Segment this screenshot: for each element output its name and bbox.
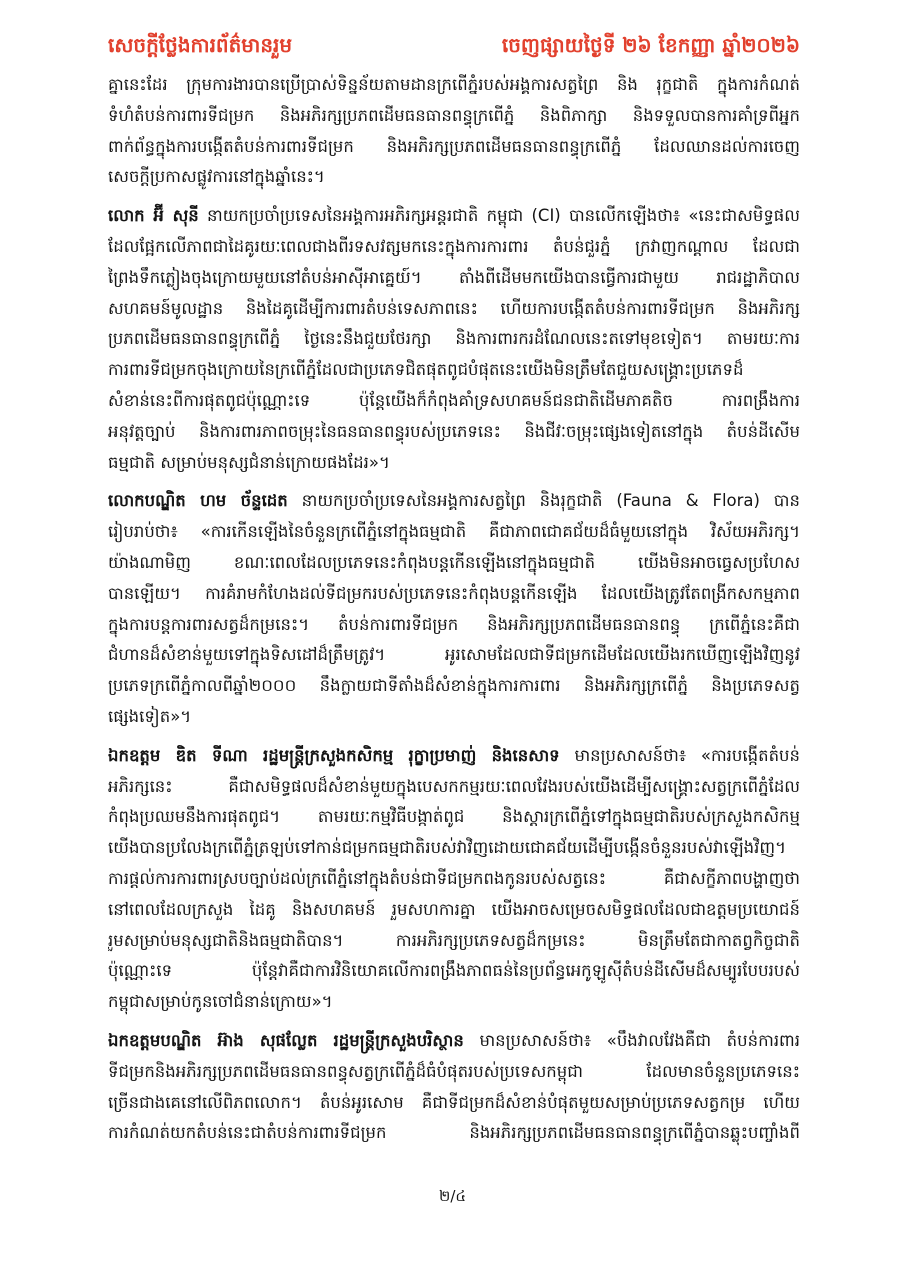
line-text: សហគមន៍មូលដ្ឋាន និងដៃគូដើម្បីការពារតំបន់ទេសភាពនេះ ហើយការបង្កើតតំបន់ការពារទីជម្រក និងអភិរក្ស [108, 298, 800, 318]
text-line [108, 987, 800, 1018]
line-text: អនុវត្តច្បាប់ និងការពារភាពចម្រុះនៃធនធានពន្ធុរបស់ប្រភេទនេះ និងជីវៈចម្រុះផ្សេងទៀតនៅក្នុង តំបន់ដីសើម [108, 421, 800, 441]
line-text: រួមសម្រាប់មនុស្សជាតិនិងធម្មជាតិបាន។ ការអភិរក្សប្រភេទសត្វដ៏កម្រនេះ មិនត្រឹមតែជាកាតព្វកិច្ចជាតិ [108, 930, 800, 950]
text-line [108, 1118, 800, 1149]
text-line [108, 101, 800, 132]
text-line [108, 671, 800, 702]
text-line [108, 895, 800, 926]
line-text: ការផ្ដល់ការការពារស្របច្បាប់ដល់ក្រពើភ្នំនៅក្នុងតំបន់ជាទីជម្រកពងកូនរបស់សត្វនេះ គឺជាសក្ខីភាពបង្ហាញថា [108, 868, 800, 888]
text-line [108, 926, 800, 957]
text-line [108, 132, 800, 163]
line-text: នៅពេលដែលក្រសួង ដៃគូ និងសហគមន៍ រួមសហការគ្នា យើងអាចសម្រេចសមិទ្ធផលដែលជាឧត្តមប្រយោជន៍ [108, 899, 800, 919]
text-line [108, 1026, 800, 1057]
line-text: គ្នានេះដែរ ក្រុមការងារបានប្រើប្រាស់ទិន្នន័យតាមដានក្រពើភ្នំរបស់អង្គការសត្វព្រៃ និង រុក្ខជាតិ ក្នុងការកំណត់ [108, 75, 800, 94]
text-line [108, 1057, 800, 1088]
text-line [108, 386, 800, 417]
line-text: សំខាន់នេះពីការផុតពូជប៉ុណ្ណោះទេ ប៉ុន្តែយើងក៏កំពុងគាំទ្រសហគមន៍ជនជាតិដើមភាគតិច ការពង្រឹងការ [108, 390, 800, 410]
line-text: ច្រើនជាងគេនៅលើពិភពលោក។ តំបន់អូរសោម គឺជាទីជម្រកដ៏សំខាន់បំផុតមួយសម្រាប់ប្រភេទសត្វកម្រ ហើយ [108, 1092, 800, 1112]
line-text: ពាក់ព័ន្ធក្នុងការបង្កើតតំបន់ការពារទីជម្រក និងអភិរក្សប្រភពដើមធនធានពន្ធុក្រពើភ្នំ ដែលឈានដល់ការចេញ [108, 136, 800, 156]
line-text: ទីជម្រកនិងអភិរក្សប្រភពដើមធនធានពន្ធុសត្វក្រពើភ្នំដ៏ធំបំផុតរបស់ប្រទេសកម្ពុជា ដែលមានចំនួនប្រភេទនេះ [108, 1061, 800, 1081]
text-line [108, 486, 800, 517]
text-line [108, 802, 800, 833]
line-text: ប្រភេទក្រពើភ្នំកាលពីឆ្នាំ២០០០ នឹងក្លាយជាទីតាំងដ៏សំខាន់ក្នុងការការពារ និងអភិរក្សក្រពើភ្នំ និងប្រភេទសត្វ [108, 676, 800, 696]
line-text: ក្នុងការបន្តការពារសត្វដ៏កម្រនេះ។ តំបន់ការពារទីជម្រក និងអភិរក្សប្រភពដើមធនធានពន្ធុ ក្រពើភ្នំនេះគឺជា [108, 614, 800, 634]
line-text: យ៉ាងណាមិញ ខណៈពេលដែលប្រភេទនេះកំពុងបន្តកើនឡើងនៅក្នុងធម្មជាតិ យើងមិនអាចធ្វេសប្រហែស [108, 552, 800, 572]
speaker-name: លោក អ៊ី សុនី [108, 206, 199, 226]
document-body [108, 70, 800, 1180]
line-text: ទំហំតំបន់ការពារទីជម្រក និងអភិរក្សប្រភពដើមធនធានពន្ធុក្រពើភ្នំ និងពិភាក្សា និងទទួលបានការគាំទ្រពីអ្នក [108, 105, 800, 125]
text-line [108, 201, 800, 232]
speaker-name: លោកបណ្ឌិត ហម ច័ន្ទដេត [108, 491, 288, 511]
line-text: ជំហានដ៏សំខាន់មួយទៅក្នុងទិសដៅដ៏ត្រឹមត្រូវ។ អូរសោមដែលជាទីជម្រកដើមដែលយើងរកឃើញឡើងវិញនូវ [108, 645, 800, 665]
line-text: សេចក្ដីប្រកាសផ្លូវការនៅក្នុងឆ្នាំនេះ។ [108, 167, 325, 187]
line-text: ធម្មជាតិ សម្រាប់មនុស្សជំនាន់ក្រោយផងដែរ»។ [108, 452, 390, 472]
text-line [108, 956, 800, 987]
line-text: ព្រៃងទឹកភ្លៀងចុងក្រោយមួយនៅតំបន់អាស៊ីអាគ្នេយ៍។ តាំងពីដើមមកយើងបានធ្វើការជាមួយ រាជរដ្ឋាភិបាល [108, 267, 800, 287]
text-line [108, 263, 800, 294]
text-line [108, 741, 800, 772]
page-header [108, 28, 800, 62]
line-text: នាយកប្រចាំប្រទេសនៃអង្គការសត្វព្រៃ និងរុក្ខជាតិ (Fauna & Flora) បាន [301, 491, 800, 511]
text-line [108, 610, 800, 641]
line-text: កម្ពុជាសម្រាប់កូនចៅជំនាន់ក្រោយ»។ [108, 992, 333, 1012]
line-text: ការពារទីជម្រកចុងក្រោយនៃក្រពើភ្នំដែលជាប្រភេទជិតផុតពូជបំផុតនេះយើងមិនត្រឹមតែជួយសង្គ្រោះប្រភេទដ៏ [108, 360, 744, 380]
text-line [108, 417, 800, 448]
paragraph [108, 70, 800, 193]
text-line [108, 579, 800, 610]
line-text: យើងបានប្រលែងក្រពើភ្នំត្រឡប់ទៅកាន់ជម្រកធម្មជាតិរបស់វាវិញដោយជោគជ័យដើម្បីបង្កើនចំនួនរបស់វាឡើងវិញ។ [108, 838, 786, 858]
line-text: ដែលផ្អែកលើភាពជាដៃគូរយៈពេលជាងពីរទសវត្សមកនេះក្នុងការការពារ តំបន់ជួរភ្នំ ក្រវាញកណ្ដាល ដែលជា [108, 236, 800, 256]
text-line [108, 517, 800, 548]
text-line [108, 772, 800, 803]
speaker-name: ឯកឧត្តម ឌិត ទីណា រដ្ឋមន្ត្រីក្រសួងកសិកម្ម រុក្ខាប្រមាញ់ និងនេសាទ [108, 745, 560, 765]
line-text: កំពុងប្រឈមនឹងការផុតពូជ។ តាមរយៈកម្មវិធីបង្កាត់ពូជ និងស្តារក្រពើភ្នំទៅក្នុងធម្មជាតិរបស់ក្រសួងកសិកម្ម [108, 807, 800, 827]
line-text: ការកំណត់យកតំបន់នេះជាតំបន់ការពារទីជម្រក និងអភិរក្សប្រភពដើមធនធានពន្ធុក្រពើភ្នំបានឆ្លុះបញ្ចាំងពី [108, 1123, 800, 1143]
text-line [108, 640, 800, 671]
text-line [108, 355, 800, 386]
text-line [108, 548, 800, 579]
text-line [108, 294, 800, 325]
line-text: ផ្សេងទៀត»។ [108, 706, 192, 726]
text-line [108, 324, 800, 355]
paragraph [108, 1026, 800, 1149]
paragraph [108, 201, 800, 478]
text-line [108, 864, 800, 895]
text-line [108, 162, 800, 193]
text-line [108, 833, 800, 864]
text-line [108, 448, 800, 479]
text-line [108, 1088, 800, 1119]
line-text: អភិរក្សនេះ គឺជាសមិទ្ធផលដ៏សំខាន់មួយក្នុងបេសកកម្មរយៈពេលវែងរបស់យើងដើម្បីសង្គ្រោះសត្វក្រពើភ្នំដែល [108, 776, 800, 796]
document-title: សេចក្ដីថ្លែងការព័ត៌មានរួម [108, 33, 293, 57]
page-number: ២/៤ [438, 1187, 467, 1205]
paragraph [108, 741, 800, 1018]
speaker-name: ឯកឧត្តមបណ្ឌិត អ៊ាង សុផល្លែត រដ្ឋមន្ត្រីក្រសួងបរិស្ថាន [108, 1030, 464, 1050]
paragraph [108, 486, 800, 732]
text-line [108, 70, 800, 101]
line-text: មានប្រសាសន៍ថា៖ «បឹងវាលវែងគឺជា តំបន់ការពារ [479, 1030, 800, 1050]
line-text: ប្រភពដើមធនធានពន្ធុក្រពើភ្នំ ថ្ងៃនេះនឹងជួយថែរក្សា និងការពារករដំណែលនេះតទៅមុខទៀត។ តាមរយៈការ [108, 329, 800, 349]
line-text: មានប្រសាសន៍ថា៖ «ការបង្កើតតំបន់ [574, 745, 800, 765]
line-text: បានឡើយ។ ការគំរាមកំហែងដល់ទីជម្រករបស់ប្រភេទនេះកំពុងបន្តកើនឡើង ដែលយើងត្រូវតែពង្រីកសកម្មភាព [108, 583, 800, 603]
line-text: នាយកប្រចាំប្រទេសនៃអង្គការអភិរក្សអន្តរជាតិ កម្ពុជា (CI) បានលើកឡើងថា៖ «នេះជាសមិទ្ធផល [207, 206, 800, 226]
text-line [108, 232, 800, 263]
line-text: ប៉ុណ្ណោះទេ ប៉ុន្តែវាគឺជាការវិនិយោគលើការពង្រឹងភាពធន់នៃប្រព័ន្ធអេកូឡូស៊ីតំបន់ដីសើមដ៏សម្បូរបែបរបស់ [108, 961, 800, 981]
line-text: រៀបរាប់ថា៖ «ការកើនឡើងនៃចំនួនក្រពើភ្នំនៅក្នុងធម្មជាតិ គឺជាភាពជោគជ័យដ៏ធំមួយនៅក្នុង វិស័យអភិរក្ស។ [108, 522, 800, 542]
text-line [108, 702, 800, 733]
release-date: ចេញផ្សាយថ្ងៃទី ២៦ ខែកញ្ញា ឆ្នាំ២០២៦ [501, 33, 800, 57]
